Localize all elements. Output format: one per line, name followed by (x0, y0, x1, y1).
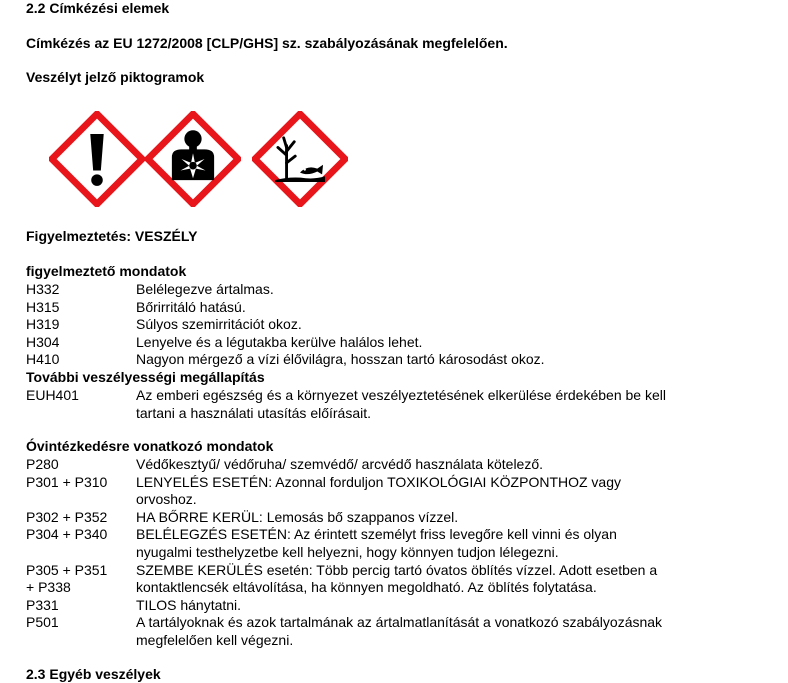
precaution-code: P501 (26, 614, 59, 631)
health-hazard-icon (145, 111, 241, 207)
precaution-text: kontaktlencsék eltávolítása, ha könnyen megoldható. Az öblítés folytatása. (136, 579, 597, 596)
next-section-title: 2.3 Egyéb veszélyek (26, 666, 161, 682)
hazard-code: H319 (26, 316, 60, 333)
hazard-code: H304 (26, 333, 60, 350)
precaution-code: P302 + P352 (26, 508, 108, 525)
precaution-text: orvoshoz. (136, 491, 197, 508)
precaution-text: TILOS hánytatni. (136, 596, 242, 613)
hazard-statements-heading: figyelmeztető mondatok (26, 263, 187, 279)
hazard-text: Lenyelve és a légutakba kerülve halálos lehet. (136, 333, 423, 350)
precaution-code: + P338 (26, 579, 71, 596)
precaution-text: LENYELÉS ESETÉN: Azonnal forduljon TOXIKOLÓGIAI KÖZPONTHOZ vagy (136, 473, 622, 490)
precaution-heading: Óvintézkedésre vonatkozó mondatok (26, 438, 274, 454)
precaution-text: SZEMBE KERÜLÉS esetén: Több percig tartó óvatos öblítés vízzel. Adott esetben a (136, 561, 658, 578)
hazard-code: H410 (26, 351, 60, 368)
precaution-text: BELÉLEGZÉS ESETÉN: Az érintett személyt friss levegőre kell vinni és olyan (136, 526, 617, 543)
hazard-code: H315 (26, 298, 60, 315)
hazard-text: Súlyos szemirritációt okoz. (136, 316, 302, 333)
signal-word: Figyelmeztetés: VESZÉLY (26, 228, 198, 244)
hazard-code: H332 (26, 281, 60, 297)
regulation-text: Címkézés az EU 1272/2008 [CLP/GHS] sz. szabályozásának megfelelően. (26, 35, 508, 51)
precaution-text: nyugalmi testhelyzetbe kell helyezni, hogy könnyen tudjon lélegezni. (136, 544, 559, 560)
section-title: 2.2 Címkézési elemek (26, 0, 170, 16)
supplemental-text: Az emberi egészség és a környezet veszélyeztetésének elkerülése érdekében be kell (136, 387, 666, 403)
environment-hazard-icon (252, 111, 348, 207)
precaution-text: megfelelően kell végezni. (136, 632, 294, 648)
precaution-code: P304 + P340 (26, 526, 108, 543)
precaution-text: Védőkesztyű/ védőruha/ szemvédő/ arcvédő használata kötelező. (136, 456, 544, 472)
supplemental-heading: További veszélyességi megállapítás (26, 369, 265, 385)
supplemental-text: tartani a használati utasítás előírásait. (136, 404, 372, 421)
hazard-text: Bőrirritáló hatású. (136, 298, 246, 315)
pictograms-heading: Veszélyt jelző piktogramok (26, 69, 205, 85)
supplemental-code: EUH401 (26, 387, 79, 403)
precaution-text: HA BŐRRE KERÜL: Lemosás bő szappanos vízzel. (136, 508, 459, 525)
precaution-code: P305 + P351 (26, 561, 108, 578)
hazard-text: Nagyon mérgező a vízi élővilágra, hosszan tartó károsodást okoz. (136, 351, 545, 368)
precaution-code: P301 + P310 (26, 473, 108, 490)
exclamation-mark-icon (49, 111, 145, 207)
precaution-code: P331 (26, 596, 59, 613)
precaution-text: A tartályoknak és azok tartalmának az ártalmatlanítását a vonatkozó szabályozásnak (136, 614, 663, 631)
hazard-text: Belélegezve ártalmas. (136, 281, 274, 297)
precaution-code: P280 (26, 456, 59, 472)
